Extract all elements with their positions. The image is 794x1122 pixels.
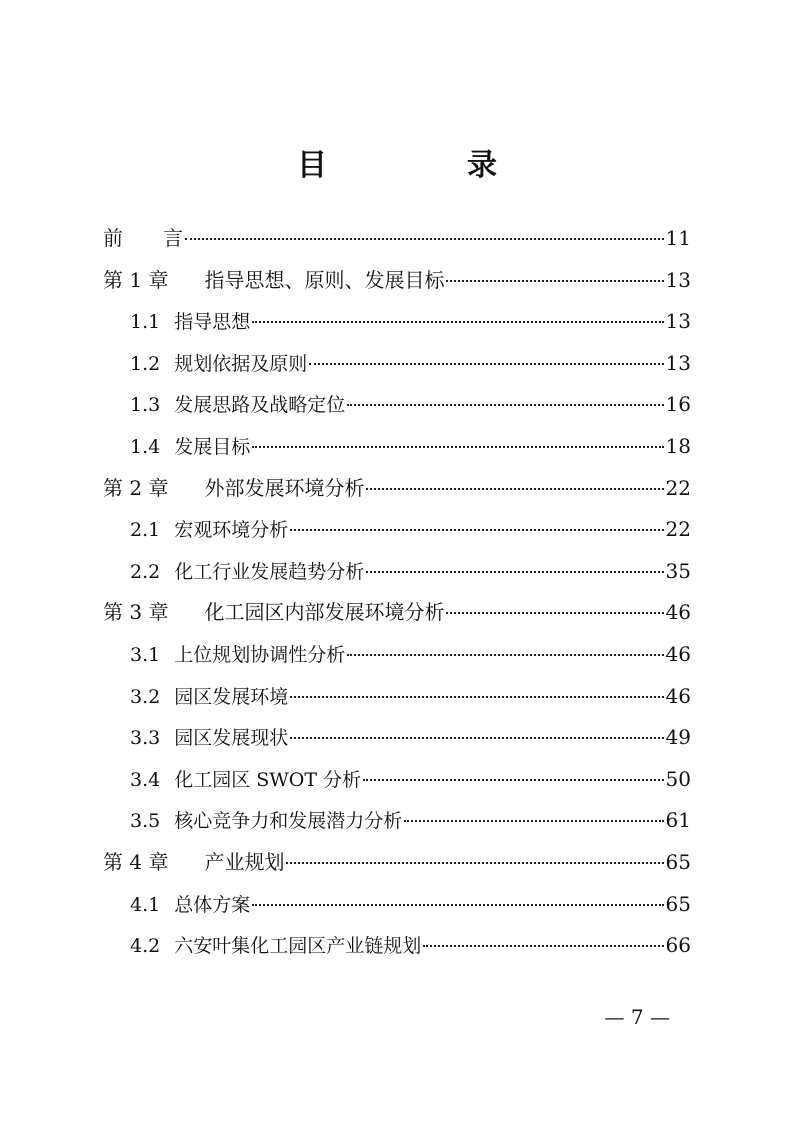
page-title: 目 录 [297, 148, 552, 183]
toc-section-entry[interactable] [103, 301, 691, 343]
table-of-contents [103, 218, 691, 967]
toc-entry-page: 50 [665, 766, 691, 791]
toc-section-entry[interactable] [103, 426, 691, 468]
toc-section-entry[interactable] [103, 384, 691, 426]
toc-dot-leader [366, 570, 663, 573]
toc-section-entry[interactable] [103, 759, 691, 801]
toc-chapter-entry[interactable] [103, 592, 691, 634]
toc-entry-page: 11 [665, 226, 691, 250]
toc-section-entry[interactable] [103, 634, 691, 676]
toc-entry-title: 化工园区 SWOT 分析 [174, 768, 362, 791]
toc-dot-leader [366, 487, 663, 490]
toc-entry-page: 46 [665, 600, 691, 625]
toc-entry-page: 16 [665, 392, 691, 417]
toc-dot-leader [363, 778, 663, 781]
toc-entry-title: 园区发展环境 [174, 685, 289, 708]
toc-section-entry[interactable] [103, 884, 691, 926]
toc-entry-page: 13 [665, 267, 691, 292]
toc-entry-title: 产业规划 [204, 849, 285, 874]
toc-dot-leader [286, 861, 663, 864]
page-number: — 7 — [604, 1005, 670, 1029]
toc-dot-leader [347, 653, 663, 656]
toc-chapter-entry[interactable] [103, 218, 691, 260]
toc-dot-leader [290, 528, 663, 531]
toc-entry-title: 总体方案 [174, 893, 251, 916]
toc-section-entry[interactable] [103, 925, 691, 967]
toc-entry-title: 园区发展现状 [174, 727, 289, 750]
toc-entry-number: 2.2 [130, 560, 161, 583]
toc-entry-title: 发展目标 [174, 435, 251, 458]
toc-entry-page: 61 [665, 808, 691, 833]
toc-entry-number: 3.5 [130, 810, 161, 833]
toc-dot-leader [446, 279, 663, 282]
toc-entry-number: 第 4 章 [103, 849, 169, 874]
toc-entry-page: 65 [665, 849, 691, 874]
toc-entry-page: 65 [665, 891, 691, 916]
toc-section-entry[interactable] [103, 676, 691, 718]
toc-entry-page: 22 [665, 517, 691, 542]
toc-entry-title: 上位规划协调性分析 [174, 643, 346, 666]
toc-dot-leader [423, 944, 663, 947]
toc-entry-title: 发展思路及战略定位 [174, 394, 346, 417]
toc-entry-page: 13 [665, 350, 691, 375]
toc-dot-leader [347, 403, 663, 406]
toc-entry-page: 46 [665, 641, 691, 666]
toc-dot-leader [185, 237, 664, 240]
toc-entry-title: 核心竞争力和发展潜力分析 [174, 810, 403, 833]
toc-entry-number: 第 2 章 [103, 475, 169, 500]
toc-entry-number: 1.4 [130, 435, 161, 458]
toc-chapter-entry[interactable] [103, 842, 691, 884]
toc-dot-leader [252, 445, 663, 448]
toc-entry-page: 13 [665, 309, 691, 334]
toc-entry-page: 18 [665, 433, 691, 458]
toc-entry-title: 指导思想 [174, 311, 251, 334]
toc-section-entry[interactable] [103, 509, 691, 551]
toc-entry-title: 化工园区内部发展环境分析 [204, 600, 445, 625]
toc-dot-leader [290, 736, 663, 739]
toc-entry-title: 六安叶集化工园区产业链规划 [174, 935, 422, 958]
toc-entry-title: 化工行业发展趋势分析 [174, 560, 365, 583]
toc-entry-page: 49 [665, 725, 691, 750]
toc-section-entry[interactable] [103, 717, 691, 759]
toc-entry-page: 66 [665, 933, 691, 958]
toc-entry-title: 指导思想、原则、发展目标 [204, 267, 445, 292]
toc-entry-number: 3.2 [130, 685, 161, 708]
toc-dot-leader [252, 320, 663, 323]
toc-dot-leader [404, 819, 663, 822]
toc-entry-number: 2.1 [130, 519, 161, 542]
toc-entry-number: 3.1 [130, 643, 161, 666]
toc-entry-number: 3.4 [130, 768, 161, 791]
toc-section-entry[interactable] [103, 343, 691, 385]
toc-section-entry[interactable] [103, 800, 691, 842]
toc-entry-page: 35 [665, 558, 691, 583]
toc-entry-number: 3.3 [130, 727, 161, 750]
toc-section-entry[interactable] [103, 551, 691, 593]
toc-entry-number: 第 3 章 [103, 600, 169, 625]
toc-entry-number: 4.2 [130, 935, 161, 958]
toc-entry-number: 1.3 [130, 394, 161, 417]
toc-entry-title: 前 言 [103, 226, 183, 250]
toc-entry-title: 外部发展环境分析 [204, 475, 365, 500]
toc-dot-leader [252, 903, 663, 906]
toc-entry-page: 46 [665, 683, 691, 708]
toc-dot-leader [290, 695, 663, 698]
toc-chapter-entry[interactable] [103, 260, 691, 302]
toc-entry-number: 1.2 [130, 352, 161, 375]
toc-dot-leader [309, 362, 663, 365]
toc-entry-number: 1.1 [130, 311, 161, 334]
toc-dot-leader [446, 611, 663, 614]
toc-chapter-entry[interactable] [103, 468, 691, 510]
toc-entry-number: 4.1 [130, 893, 161, 916]
toc-entry-title: 宏观环境分析 [174, 519, 289, 542]
toc-entry-page: 22 [665, 475, 691, 500]
toc-entry-title: 规划依据及原则 [174, 352, 308, 375]
toc-entry-number: 第 1 章 [103, 267, 169, 292]
